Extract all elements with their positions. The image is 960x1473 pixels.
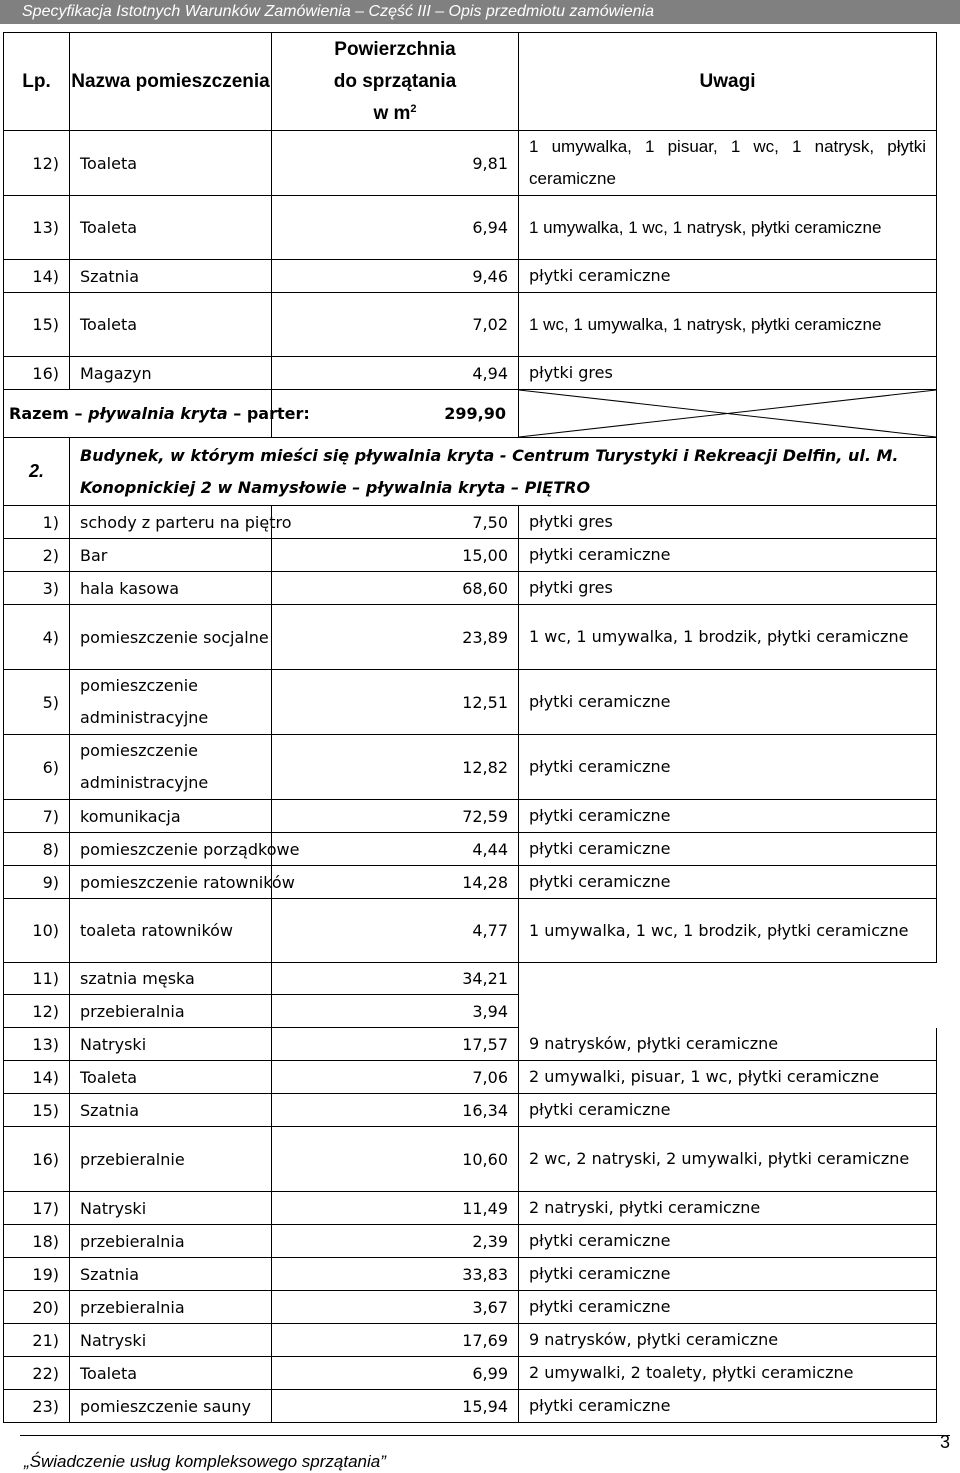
row-name: Natryski: [70, 1324, 272, 1357]
row-area: 68,60: [272, 572, 519, 605]
row-name: komunikacja: [70, 800, 272, 833]
row-area: 72,59: [272, 800, 519, 833]
row-lp: 12): [4, 995, 70, 1028]
table-row: [4, 800, 937, 833]
razem-crossed-cell: [519, 390, 937, 438]
row-remarks: [519, 963, 937, 995]
row-area: 11,49: [272, 1192, 519, 1225]
row-area: 33,83: [272, 1258, 519, 1291]
row-remarks: płytki ceramiczne: [519, 670, 937, 735]
row-name: pomieszczenie sauny: [70, 1390, 272, 1423]
row-lp: 16): [4, 1127, 70, 1192]
row-remarks: płytki ceramiczne: [519, 539, 937, 572]
row-remarks: płytki ceramiczne: [519, 1258, 937, 1291]
table-row: [4, 1258, 937, 1291]
row-area: 2,39: [272, 1225, 519, 1258]
header-lp: Lp.: [4, 33, 70, 131]
row-lp: 3): [4, 572, 70, 605]
row-name: przebieralnie: [70, 1127, 272, 1192]
razem-row: [4, 390, 937, 438]
document-header-bar: [0, 0, 960, 24]
row-lp: 4): [4, 605, 70, 670]
header-area-line1: Powierzchnia: [334, 38, 456, 60]
row-name: Szatnia: [70, 260, 272, 293]
table-row: [4, 1390, 937, 1423]
table-row: [4, 1357, 937, 1390]
header-area-sup: 2: [410, 102, 417, 115]
row-lp: 14): [4, 260, 70, 293]
table-row: [4, 572, 937, 605]
row-remarks: 1 umywalka, 1 pisuar, 1 wc, 1 natrysk, płytki ceramiczne: [519, 131, 937, 196]
row-name: pomieszczenie ratowników: [70, 866, 272, 899]
row-remarks: płytki gres: [519, 506, 937, 539]
row-area: 16,34: [272, 1094, 519, 1127]
table-row: [4, 539, 937, 572]
row-lp: 22): [4, 1357, 70, 1390]
row-area: 12,82: [272, 735, 519, 800]
razem-label-start: Razem –: [9, 404, 89, 423]
table-row: [4, 963, 937, 995]
row-lp: 23): [4, 1390, 70, 1423]
row-lp: 2): [4, 539, 70, 572]
row-name: pomieszczenie porządkowe: [70, 833, 272, 866]
row-area: 14,28: [272, 866, 519, 899]
razem-label: [4, 390, 310, 438]
row-lp: 13): [4, 1028, 70, 1061]
row-lp: 11): [4, 963, 70, 995]
row-remarks: płytki gres: [519, 357, 937, 390]
row-area: 17,57: [272, 1028, 519, 1061]
summary-body: [4, 390, 937, 506]
row-remarks: 1 umywalka, 1 wc, 1 brodzik, płytki ceramiczne: [519, 899, 937, 963]
row-lp: 17): [4, 1192, 70, 1225]
row-remarks: 2 umywalki, pisuar, 1 wc, płytki ceramiczne: [519, 1061, 937, 1094]
table-row: [4, 196, 937, 260]
row-area: 4,94: [272, 357, 519, 390]
row-area: 17,69: [272, 1324, 519, 1357]
row-remarks: 2 natryski, płytki ceramiczne: [519, 1192, 937, 1225]
row-area: 3,67: [272, 1291, 519, 1324]
table-row: [4, 899, 937, 963]
row-remarks: płytki ceramiczne: [519, 1390, 937, 1423]
row-remarks: płytki ceramiczne: [519, 800, 937, 833]
row-remarks: 2 umywalki, 2 toalety, płytki ceramiczne: [519, 1357, 937, 1390]
row-name: przebieralnia: [70, 1291, 272, 1324]
table-row: [4, 1094, 937, 1127]
table-row: [4, 735, 937, 800]
row-name: Toaleta: [70, 1061, 272, 1094]
row-area: 4,44: [272, 833, 519, 866]
row-lp: 7): [4, 800, 70, 833]
section-title: Budynek, w którym mieści się pływalnia kryta - Centrum Turystyki i Rekreacji Delfin, ul. M. Konopnickiej 2 w Namysłowie – pływalnia kryta – PIĘTRO: [70, 438, 937, 506]
row-name: Magazyn: [70, 357, 272, 390]
row-lp: 12): [4, 131, 70, 196]
row-area: 6,99: [272, 1357, 519, 1390]
table-row: [4, 1061, 937, 1094]
row-area: 23,89: [272, 605, 519, 670]
row-name: pomieszczenie socjalne: [70, 605, 272, 670]
row-name: Bar: [70, 539, 272, 572]
row-lp: 8): [4, 833, 70, 866]
table-row: [4, 260, 937, 293]
row-name: pomieszczenie administracyjne: [70, 670, 272, 735]
row-lp: 6): [4, 735, 70, 800]
row-area: 12,51: [272, 670, 519, 735]
table-row: [4, 1291, 937, 1324]
table-row: [4, 1324, 937, 1357]
row-remarks: 2 wc, 2 natryski, 2 umywalki, płytki ceramiczne: [519, 1127, 937, 1192]
table-row: [4, 995, 937, 1028]
row-name: toaleta ratowników: [70, 899, 272, 963]
row-lp: 19): [4, 1258, 70, 1291]
row-area: 15,94: [272, 1390, 519, 1423]
footer-divider: [20, 1435, 950, 1436]
row-area: 7,50: [272, 506, 519, 539]
row-remarks: 1 wc, 1 umywalka, 1 brodzik, płytki ceramiczne: [519, 605, 937, 670]
table-row: [4, 357, 937, 390]
row-remarks: 1 wc, 1 umywalka, 1 natrysk, płytki ceramiczne: [519, 293, 937, 357]
row-area: 15,00: [272, 539, 519, 572]
rooms-table: [3, 32, 937, 1423]
header-remarks: Uwagi: [519, 33, 937, 131]
row-lp: 1): [4, 506, 70, 539]
page-number: 3: [940, 1432, 951, 1452]
part2-body: [4, 506, 937, 1423]
header-area-line2: do sprzątania: [333, 70, 457, 92]
header-name: Nazwa pomieszczenia: [70, 33, 272, 131]
row-lp: 20): [4, 1291, 70, 1324]
row-lp: 21): [4, 1324, 70, 1357]
row-name: pomieszczenie administracyjne: [70, 735, 272, 800]
table-row: [4, 293, 937, 357]
razem-label-italic: pływalnia kryta: [88, 404, 228, 423]
row-lp: 14): [4, 1061, 70, 1094]
footer-text: „Świadczenie usług kompleksowego sprzątania”: [24, 1452, 386, 1471]
table-row: [4, 866, 937, 899]
row-remarks: płytki ceramiczne: [519, 735, 937, 800]
table-row: [4, 1127, 937, 1192]
section-number: 2.: [4, 438, 70, 506]
table-row: [4, 1028, 937, 1061]
row-remarks: płytki ceramiczne: [519, 1291, 937, 1324]
row-name: Natryski: [70, 1028, 272, 1061]
table-row: [4, 1192, 937, 1225]
row-area: 7,02: [272, 293, 519, 357]
row-remarks: 9 natrysków, płytki ceramiczne: [519, 1028, 937, 1061]
row-area: 6,94: [272, 196, 519, 260]
row-name: Toaleta: [70, 293, 272, 357]
part1-body: [4, 131, 937, 390]
table-row: [4, 605, 937, 670]
row-name: Toaleta: [70, 1357, 272, 1390]
row-remarks: płytki ceramiczne: [519, 1094, 937, 1127]
table-row: [4, 833, 937, 866]
row-remarks: 1 umywalka, 1 wc, 1 natrysk, płytki ceramiczne: [519, 196, 937, 260]
row-area: 10,60: [272, 1127, 519, 1192]
row-area: 3,94: [272, 995, 519, 1028]
row-name: hala kasowa: [70, 572, 272, 605]
row-name: przebieralnia: [70, 1225, 272, 1258]
razem-label-end: – parter:: [227, 404, 310, 423]
cross-lines: [519, 390, 936, 437]
header-area-unit: w m: [373, 102, 411, 124]
row-name: przebieralnia: [70, 995, 272, 1028]
table-row: [4, 131, 937, 196]
row-name: szatnia męska: [70, 963, 272, 995]
table-row: [4, 506, 937, 539]
row-name: Szatnia: [70, 1094, 272, 1127]
row-name: Szatnia: [70, 1258, 272, 1291]
row-lp: 18): [4, 1225, 70, 1258]
row-remarks: płytki ceramiczne: [519, 866, 937, 899]
header-area-line3: [272, 98, 518, 130]
row-remarks: [519, 995, 937, 1028]
razem-value: 299,90: [272, 390, 519, 438]
row-area: 4,77: [272, 899, 519, 963]
row-lp: 5): [4, 670, 70, 735]
table-header-row: [4, 33, 937, 131]
row-lp: 13): [4, 196, 70, 260]
header-area: [272, 33, 519, 131]
row-lp: 10): [4, 899, 70, 963]
table-row: [4, 1225, 937, 1258]
row-lp: 9): [4, 866, 70, 899]
row-area: 9,46: [272, 260, 519, 293]
row-lp: 15): [4, 1094, 70, 1127]
document-header-text: Specyfikacja Istotnych Warunków Zamówienia – Część III – Opis przedmiotu zamówienia: [22, 3, 654, 20]
row-area: 7,06: [272, 1061, 519, 1094]
row-name: Toaleta: [70, 196, 272, 260]
table-row: [4, 670, 937, 735]
row-remarks: 9 natrysków, płytki ceramiczne: [519, 1324, 937, 1357]
section-row: [4, 438, 937, 506]
row-remarks: płytki gres: [519, 572, 937, 605]
row-name: Toaleta: [70, 131, 272, 196]
row-remarks: płytki ceramiczne: [519, 260, 937, 293]
row-remarks: płytki ceramiczne: [519, 833, 937, 866]
row-name: schody z parteru na piętro: [70, 506, 272, 539]
row-lp: 15): [4, 293, 70, 357]
row-area: 34,21: [272, 963, 519, 995]
row-lp: 16): [4, 357, 70, 390]
row-area: 9,81: [272, 131, 519, 196]
row-name: Natryski: [70, 1192, 272, 1225]
row-remarks: płytki ceramiczne: [519, 1225, 937, 1258]
